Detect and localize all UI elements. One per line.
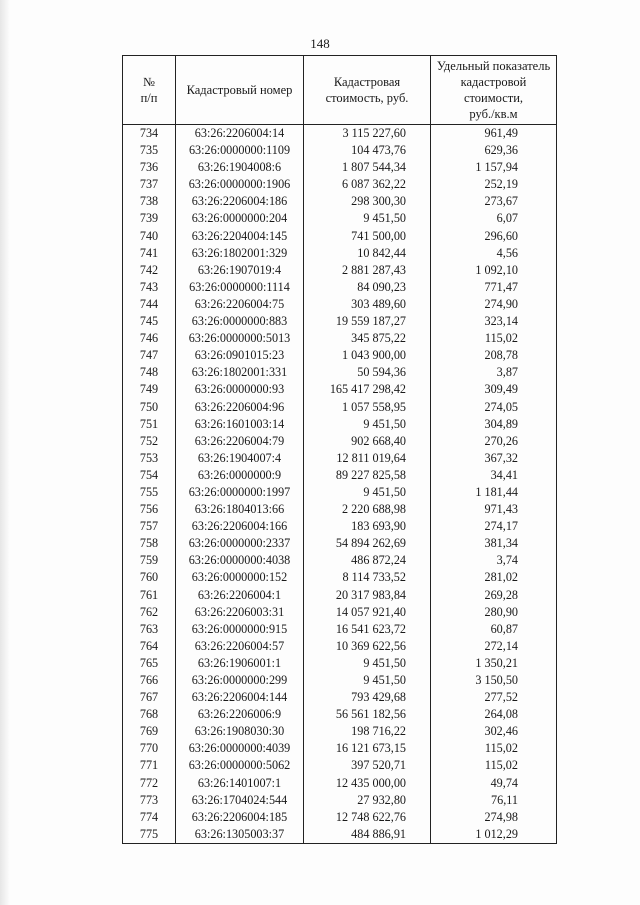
cadastral-number: 63:26:2206004:1 <box>176 587 304 604</box>
row-number: 749 <box>123 381 176 398</box>
specific-indicator: 1 012,29 <box>431 826 557 844</box>
row-number: 768 <box>123 706 176 723</box>
table-row <box>123 467 557 484</box>
row-number: 760 <box>123 569 176 586</box>
specific-indicator: 304,89 <box>431 416 557 433</box>
cadastral-number: 63:26:2204004:145 <box>176 228 304 245</box>
table-row <box>123 450 557 467</box>
cadastral-number: 63:26:1904008:6 <box>176 159 304 176</box>
row-number: 761 <box>123 587 176 604</box>
row-number: 734 <box>123 125 176 143</box>
table-row <box>123 159 557 176</box>
cadastral-number: 63:26:1802001:331 <box>176 364 304 381</box>
specific-indicator: 6,07 <box>431 210 557 227</box>
cadastral-cost: 19 559 187,27 <box>304 313 431 330</box>
row-number: 746 <box>123 330 176 347</box>
cadastral-cost: 183 693,90 <box>304 518 431 535</box>
specific-indicator: 264,08 <box>431 706 557 723</box>
header-row <box>123 56 557 125</box>
specific-indicator: 60,87 <box>431 621 557 638</box>
table-row <box>123 604 557 621</box>
cadastral-number: 63:26:1907019:4 <box>176 262 304 279</box>
specific-indicator: 115,02 <box>431 740 557 757</box>
specific-indicator: 367,32 <box>431 450 557 467</box>
cadastral-cost: 16 541 623,72 <box>304 621 431 638</box>
specific-indicator: 3,74 <box>431 552 557 569</box>
header-specific-indicator: Удельный показатель кадастровой стоимости, руб./кв.м <box>431 56 557 125</box>
cadastral-cost: 9 451,50 <box>304 210 431 227</box>
cadastral-number: 63:26:0000000:9 <box>176 467 304 484</box>
cadastral-number: 63:26:1802001:329 <box>176 245 304 262</box>
cadastral-number: 63:26:2206004:144 <box>176 689 304 706</box>
specific-indicator: 1 092,10 <box>431 262 557 279</box>
cadastral-cost: 16 121 673,15 <box>304 740 431 757</box>
specific-indicator: 273,67 <box>431 193 557 210</box>
specific-indicator: 76,11 <box>431 792 557 809</box>
cadastral-cost: 2 881 287,43 <box>304 262 431 279</box>
specific-indicator: 961,49 <box>431 125 557 143</box>
specific-indicator: 274,17 <box>431 518 557 535</box>
cadastral-number: 63:26:0901015:23 <box>176 347 304 364</box>
table-row <box>123 347 557 364</box>
specific-indicator: 1 181,44 <box>431 484 557 501</box>
row-number: 752 <box>123 433 176 450</box>
specific-indicator: 629,36 <box>431 142 557 159</box>
cadastral-cost: 1 057 558,95 <box>304 399 431 416</box>
row-number: 757 <box>123 518 176 535</box>
table-row <box>123 518 557 535</box>
cadastral-cost: 12 811 019,64 <box>304 450 431 467</box>
table-row <box>123 672 557 689</box>
row-number: 769 <box>123 723 176 740</box>
cadastral-number: 63:26:0000000:915 <box>176 621 304 638</box>
table-row <box>123 313 557 330</box>
row-number: 740 <box>123 228 176 245</box>
row-number: 743 <box>123 279 176 296</box>
specific-indicator: 252,19 <box>431 176 557 193</box>
specific-indicator: 269,28 <box>431 587 557 604</box>
table-row <box>123 621 557 638</box>
row-number: 763 <box>123 621 176 638</box>
cadastral-cost: 165 417 298,42 <box>304 381 431 398</box>
cadastral-cost: 198 716,22 <box>304 723 431 740</box>
cadastral-cost: 104 473,76 <box>304 142 431 159</box>
table-row <box>123 416 557 433</box>
cadastral-number: 63:26:2206004:14 <box>176 125 304 143</box>
header-cadastral-cost: Кадастровая стоимость, руб. <box>304 56 431 125</box>
cadastral-cost: 9 451,50 <box>304 672 431 689</box>
specific-indicator: 971,43 <box>431 501 557 518</box>
row-number: 736 <box>123 159 176 176</box>
table-row <box>123 826 557 844</box>
cadastral-number: 63:26:0000000:2337 <box>176 535 304 552</box>
specific-indicator: 272,14 <box>431 638 557 655</box>
cadastral-cost: 793 429,68 <box>304 689 431 706</box>
specific-indicator: 3,87 <box>431 364 557 381</box>
cadastral-cost: 9 451,50 <box>304 655 431 672</box>
row-number: 755 <box>123 484 176 501</box>
specific-indicator: 771,47 <box>431 279 557 296</box>
row-number: 750 <box>123 399 176 416</box>
specific-indicator: 280,90 <box>431 604 557 621</box>
cadastral-number: 63:26:0000000:1109 <box>176 142 304 159</box>
table-row <box>123 210 557 227</box>
cadastral-number: 63:26:1704024:544 <box>176 792 304 809</box>
cadastral-number: 63:26:0000000:299 <box>176 672 304 689</box>
row-number: 766 <box>123 672 176 689</box>
row-number: 764 <box>123 638 176 655</box>
specific-indicator: 274,90 <box>431 296 557 313</box>
row-number: 735 <box>123 142 176 159</box>
row-number: 762 <box>123 604 176 621</box>
specific-indicator: 274,98 <box>431 809 557 826</box>
table-row <box>123 245 557 262</box>
specific-indicator: 115,02 <box>431 757 557 774</box>
row-number: 745 <box>123 313 176 330</box>
cadastral-number: 63:26:1401007:1 <box>176 775 304 792</box>
cadastral-cost: 56 561 182,56 <box>304 706 431 723</box>
cadastral-number: 63:26:0000000:5062 <box>176 757 304 774</box>
specific-indicator: 4,56 <box>431 245 557 262</box>
cadastral-cost: 397 520,71 <box>304 757 431 774</box>
cadastral-number: 63:26:2206006:9 <box>176 706 304 723</box>
cadastral-number: 63:26:1601003:14 <box>176 416 304 433</box>
specific-indicator: 281,02 <box>431 569 557 586</box>
cadastral-number: 63:26:0000000:1997 <box>176 484 304 501</box>
cadastral-number: 63:26:2206003:31 <box>176 604 304 621</box>
row-number: 737 <box>123 176 176 193</box>
table-row <box>123 399 557 416</box>
cadastral-cost: 1 043 900,00 <box>304 347 431 364</box>
row-number: 739 <box>123 210 176 227</box>
cadastral-table <box>122 55 557 844</box>
table-row <box>123 125 557 143</box>
header-num: № п/п <box>123 56 176 125</box>
cadastral-cost: 741 500,00 <box>304 228 431 245</box>
specific-indicator: 208,78 <box>431 347 557 364</box>
cadastral-cost: 50 594,36 <box>304 364 431 381</box>
table-row <box>123 757 557 774</box>
table-row <box>123 809 557 826</box>
row-number: 765 <box>123 655 176 672</box>
row-number: 747 <box>123 347 176 364</box>
cadastral-number: 63:26:0000000:204 <box>176 210 304 227</box>
table-body <box>123 125 557 844</box>
table-row <box>123 655 557 672</box>
row-number: 759 <box>123 552 176 569</box>
header-cadastral-number: Кадастровый номер <box>176 56 304 125</box>
row-number: 748 <box>123 364 176 381</box>
cadastral-cost: 486 872,24 <box>304 552 431 569</box>
specific-indicator: 274,05 <box>431 399 557 416</box>
specific-indicator: 3 150,50 <box>431 672 557 689</box>
table-row <box>123 484 557 501</box>
cadastral-cost: 8 114 733,52 <box>304 569 431 586</box>
row-number: 772 <box>123 775 176 792</box>
specific-indicator: 1 350,21 <box>431 655 557 672</box>
cadastral-cost: 89 227 825,58 <box>304 467 431 484</box>
table-row <box>123 792 557 809</box>
cadastral-cost: 12 748 622,76 <box>304 809 431 826</box>
cadastral-cost: 27 932,80 <box>304 792 431 809</box>
cadastral-cost: 484 886,91 <box>304 826 431 844</box>
table-row <box>123 176 557 193</box>
cadastral-number: 63:26:1906001:1 <box>176 655 304 672</box>
cadastral-cost: 10 369 622,56 <box>304 638 431 655</box>
table-row <box>123 262 557 279</box>
cadastral-cost: 14 057 921,40 <box>304 604 431 621</box>
table-row <box>123 296 557 313</box>
specific-indicator: 115,02 <box>431 330 557 347</box>
row-number: 741 <box>123 245 176 262</box>
cadastral-number: 63:26:0000000:4039 <box>176 740 304 757</box>
specific-indicator: 309,49 <box>431 381 557 398</box>
table-row <box>123 638 557 655</box>
row-number: 751 <box>123 416 176 433</box>
cadastral-number: 63:26:0000000:4038 <box>176 552 304 569</box>
table-row <box>123 740 557 757</box>
cadastral-cost: 345 875,22 <box>304 330 431 347</box>
cadastral-number: 63:26:0000000:152 <box>176 569 304 586</box>
cadastral-cost: 1 807 544,34 <box>304 159 431 176</box>
row-number: 774 <box>123 809 176 826</box>
cadastral-cost: 902 668,40 <box>304 433 431 450</box>
cadastral-number: 63:26:2206004:185 <box>176 809 304 826</box>
cadastral-number: 63:26:2206004:79 <box>176 433 304 450</box>
cadastral-cost: 6 087 362,22 <box>304 176 431 193</box>
cadastral-number: 63:26:0000000:5013 <box>176 330 304 347</box>
specific-indicator: 49,74 <box>431 775 557 792</box>
cadastral-cost: 9 451,50 <box>304 484 431 501</box>
table-row <box>123 723 557 740</box>
table-header <box>123 56 557 125</box>
cadastral-cost: 9 451,50 <box>304 416 431 433</box>
specific-indicator: 277,52 <box>431 689 557 706</box>
specific-indicator: 270,26 <box>431 433 557 450</box>
table-row <box>123 142 557 159</box>
cadastral-number: 63:26:0000000:1906 <box>176 176 304 193</box>
specific-indicator: 34,41 <box>431 467 557 484</box>
cadastral-cost: 2 220 688,98 <box>304 501 431 518</box>
table-row <box>123 228 557 245</box>
cadastral-cost: 298 300,30 <box>304 193 431 210</box>
cadastral-number: 63:26:2206004:166 <box>176 518 304 535</box>
table-row <box>123 706 557 723</box>
cadastral-cost: 303 489,60 <box>304 296 431 313</box>
cadastral-cost: 54 894 262,69 <box>304 535 431 552</box>
cadastral-number: 63:26:1908030:30 <box>176 723 304 740</box>
cadastral-number: 63:26:2206004:186 <box>176 193 304 210</box>
table-row <box>123 552 557 569</box>
row-number: 744 <box>123 296 176 313</box>
cadastral-number: 63:26:0000000:93 <box>176 381 304 398</box>
row-number: 767 <box>123 689 176 706</box>
cadastral-cost: 20 317 983,84 <box>304 587 431 604</box>
specific-indicator: 1 157,94 <box>431 159 557 176</box>
table-row <box>123 535 557 552</box>
row-number: 770 <box>123 740 176 757</box>
row-number: 754 <box>123 467 176 484</box>
table-row <box>123 330 557 347</box>
table-row <box>123 193 557 210</box>
table-row <box>123 501 557 518</box>
table-row <box>123 364 557 381</box>
cadastral-cost: 84 090,23 <box>304 279 431 296</box>
cadastral-cost: 12 435 000,00 <box>304 775 431 792</box>
cadastral-number: 63:26:2206004:75 <box>176 296 304 313</box>
page-number: 148 <box>310 36 330 51</box>
table-row <box>123 279 557 296</box>
cadastral-number: 63:26:1305003:37 <box>176 826 304 844</box>
cadastral-number: 63:26:2206004:57 <box>176 638 304 655</box>
specific-indicator: 381,34 <box>431 535 557 552</box>
row-number: 756 <box>123 501 176 518</box>
cadastral-number: 63:26:2206004:96 <box>176 399 304 416</box>
cadastral-number: 63:26:0000000:1114 <box>176 279 304 296</box>
table-row <box>123 381 557 398</box>
table-row <box>123 689 557 706</box>
row-number: 753 <box>123 450 176 467</box>
page-edge-shadow <box>0 0 10 905</box>
cadastral-number: 63:26:1804013:66 <box>176 501 304 518</box>
cadastral-number: 63:26:0000000:883 <box>176 313 304 330</box>
row-number: 758 <box>123 535 176 552</box>
row-number: 738 <box>123 193 176 210</box>
table-row <box>123 775 557 792</box>
row-number: 771 <box>123 757 176 774</box>
row-number: 742 <box>123 262 176 279</box>
specific-indicator: 323,14 <box>431 313 557 330</box>
table-row <box>123 433 557 450</box>
cadastral-cost: 10 842,44 <box>304 245 431 262</box>
row-number: 773 <box>123 792 176 809</box>
table-row <box>123 587 557 604</box>
cadastral-cost: 3 115 227,60 <box>304 125 431 143</box>
specific-indicator: 296,60 <box>431 228 557 245</box>
specific-indicator: 302,46 <box>431 723 557 740</box>
cadastral-number: 63:26:1904007:4 <box>176 450 304 467</box>
table-row <box>123 569 557 586</box>
row-number: 775 <box>123 826 176 844</box>
